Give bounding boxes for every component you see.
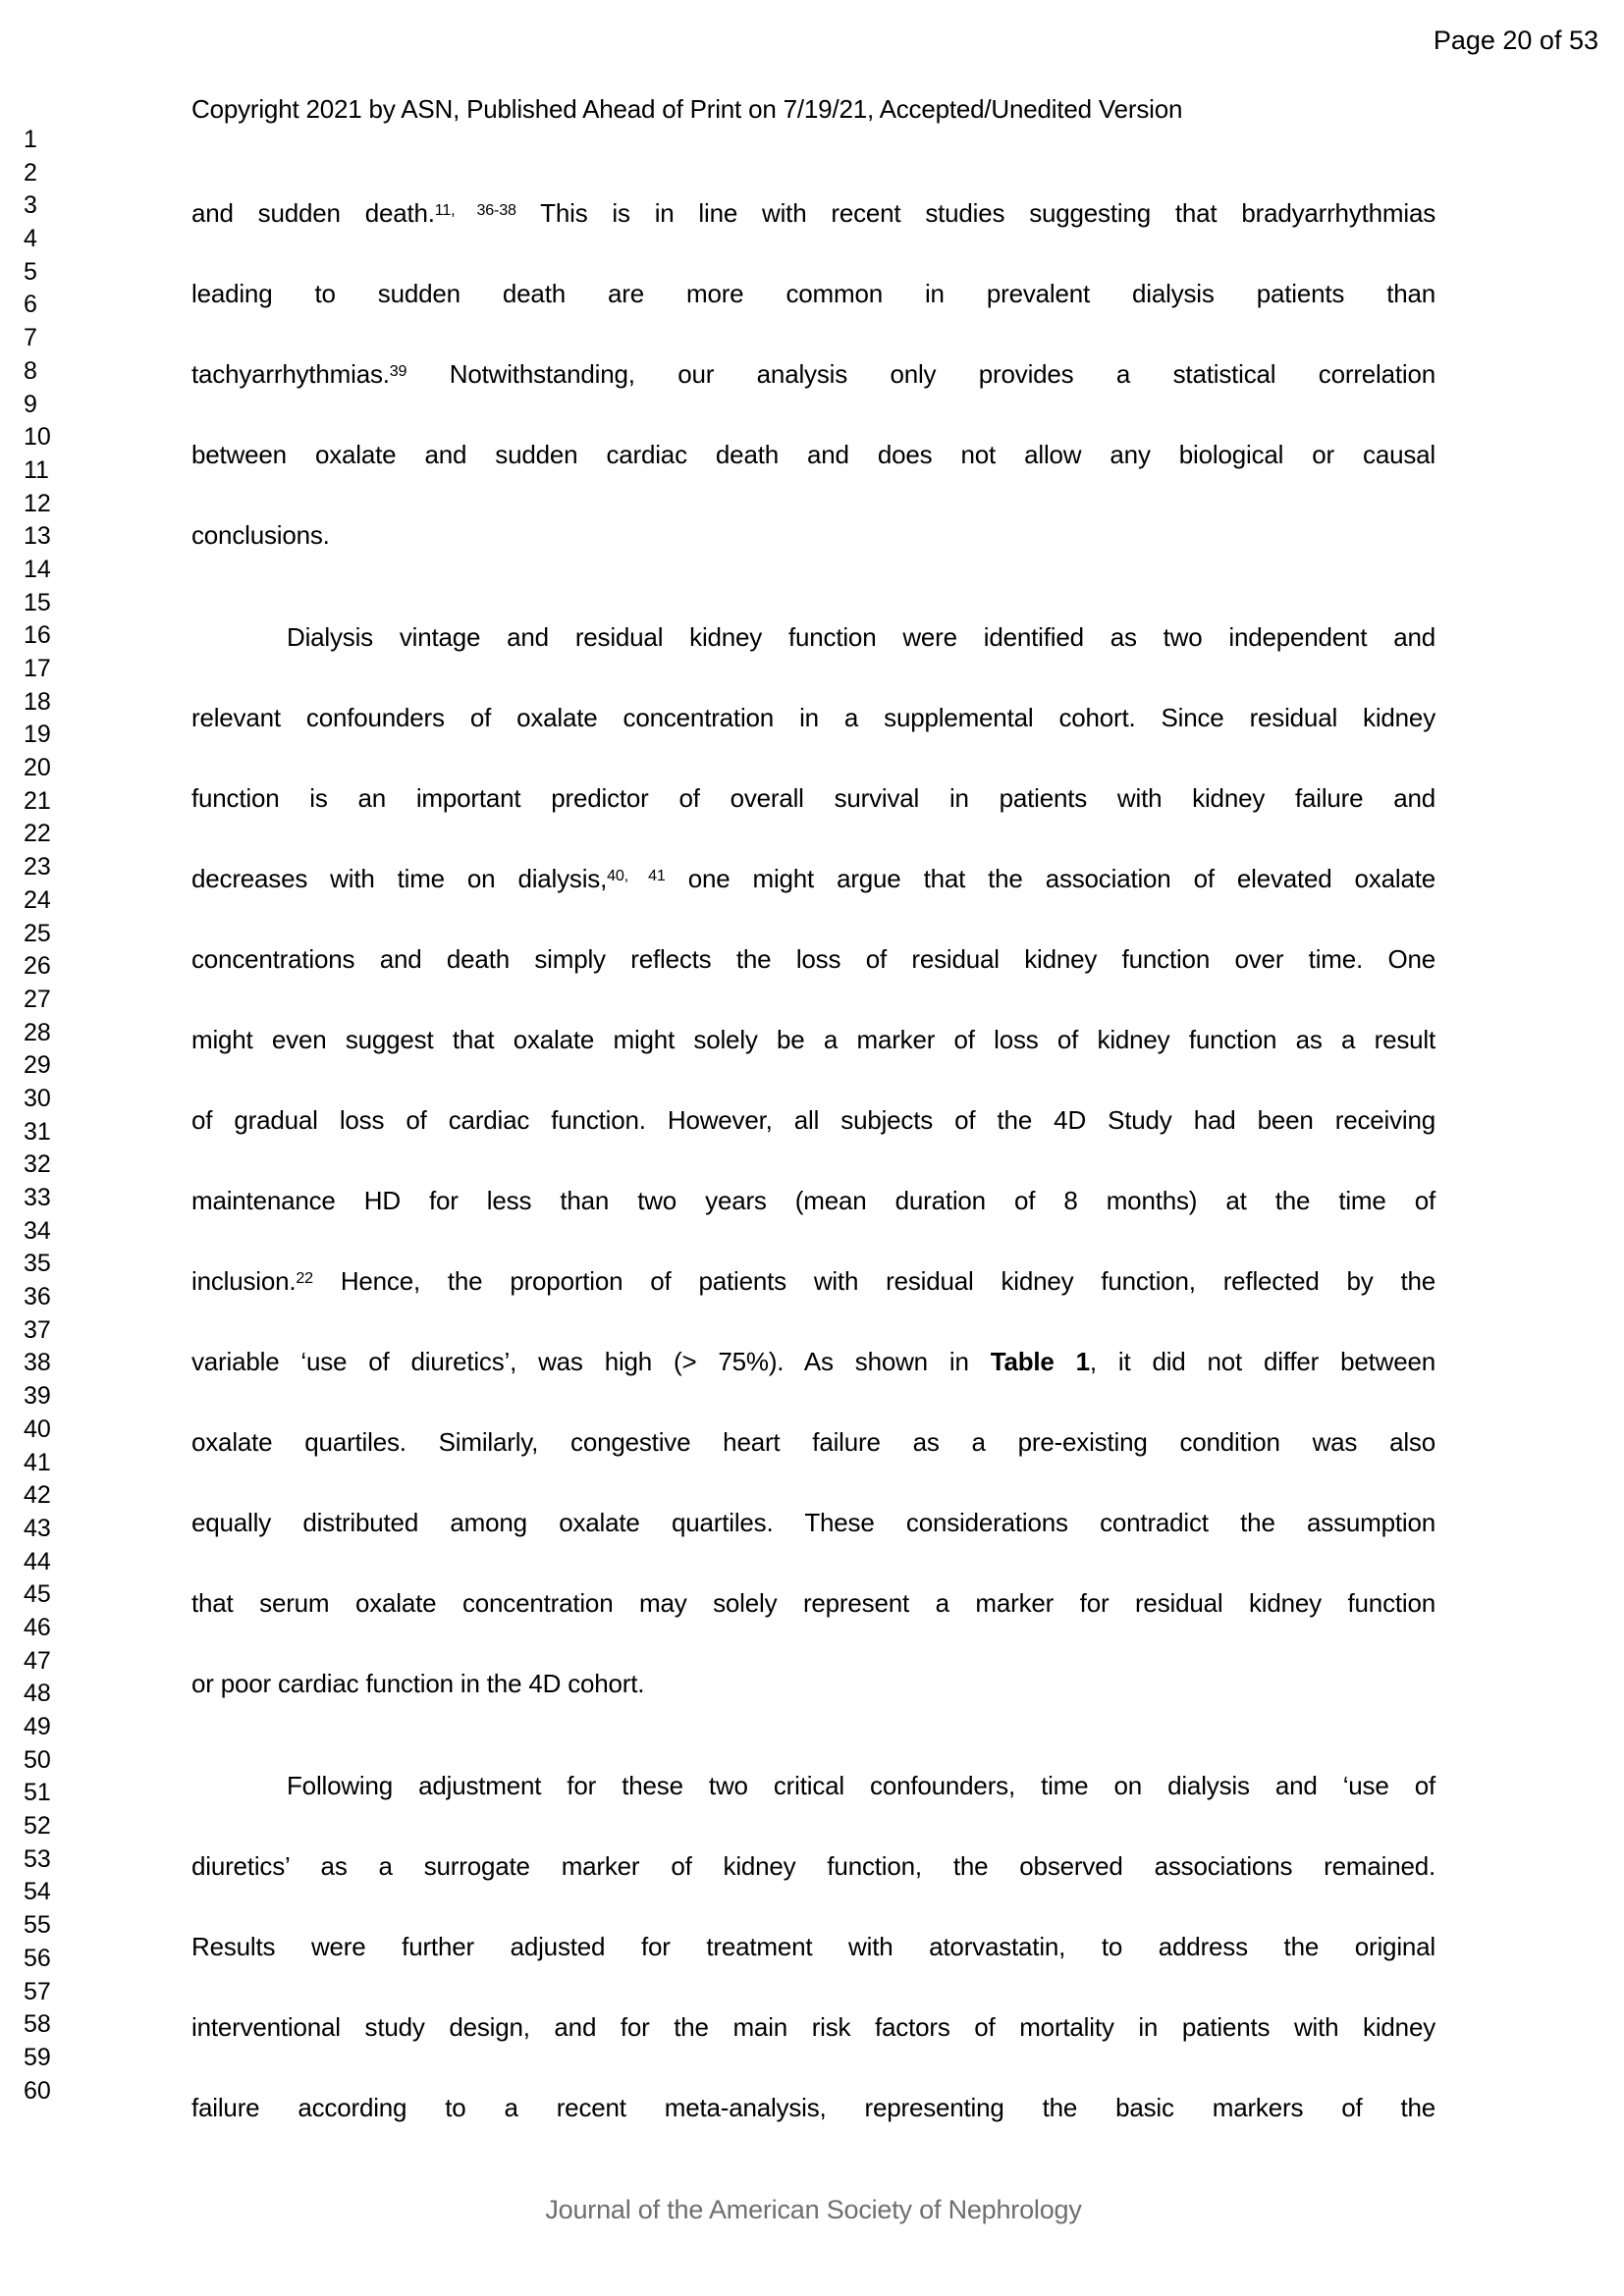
margin-line-number: 59: [24, 2043, 51, 2071]
margin-line-number: 25: [24, 919, 51, 947]
text-run: This is in line with recent studies suggesting that bradyarrhythmias: [515, 198, 1435, 228]
text-run: that serum oxalate concentration may solely represent a marker for residual kidney function: [191, 1588, 1435, 1618]
margin-line-number: 43: [24, 1514, 51, 1542]
text-run: tachyarrhythmias.: [191, 359, 390, 389]
paragraph: [191, 173, 1435, 575]
margin-line-number: 1: [24, 126, 37, 153]
margin-line-number: 28: [24, 1018, 51, 1046]
margin-line-number: 29: [24, 1051, 51, 1080]
body-line: [191, 1482, 1435, 1563]
margin-line-number: 30: [24, 1084, 51, 1112]
margin-line-number: 8: [24, 356, 37, 385]
body-line: [191, 1241, 1435, 1321]
margin-line-number: 32: [24, 1150, 51, 1179]
body-line: [191, 1906, 1435, 1987]
margin-line-number: 3: [24, 191, 37, 220]
body-line: [191, 253, 1435, 334]
journal-footer: Journal of the American Society of Nephrology: [545, 2195, 1082, 2224]
citation-superscript: 11, 36-38: [434, 200, 516, 219]
text-run: one might argue that the association of elevated oxalate: [665, 864, 1436, 893]
citation-superscript: 39: [389, 361, 407, 380]
margin-line-number: 21: [24, 786, 51, 815]
text-run: Following adjustment for these two critical confounders, time on dialysis and ‘use of: [287, 1771, 1435, 1800]
body-line: [191, 2067, 1435, 2148]
margin-line-number: 10: [24, 423, 51, 452]
margin-line-number: 27: [24, 985, 51, 1013]
text-run: concentrations and death simply reflects the loss of residual kidney function over time. One: [191, 944, 1435, 974]
body-line: [191, 1643, 1435, 1724]
margin-line-number: 48: [24, 1680, 51, 1708]
margin-line-number: 57: [24, 1977, 51, 2005]
margin-line-number: 38: [24, 1349, 51, 1377]
margin-line-number: 55: [24, 1911, 51, 1940]
margin-line-number: 53: [24, 1844, 51, 1873]
body-line: [191, 1402, 1435, 1482]
margin-line-number: 47: [24, 1646, 51, 1675]
text-run: leading to sudden death are more common in prevalent dialysis patients than: [191, 279, 1435, 308]
margin-line-number: 9: [24, 390, 37, 418]
margin-line-number: 39: [24, 1382, 51, 1411]
text-run: Results were further adjusted for treatment with atorvastatin, to address the original: [191, 1932, 1435, 1961]
citation-superscript: 22: [296, 1268, 313, 1287]
text-run: or poor cardiac function in the 4D cohort.: [191, 1669, 645, 1698]
margin-line-number: 12: [24, 489, 51, 517]
page-indicator: Page 20 of 53: [1433, 26, 1598, 55]
margin-line-number: 49: [24, 1713, 51, 1740]
margin-line-number: 19: [24, 721, 51, 749]
body-line: [191, 495, 1435, 575]
margin-line-number: 14: [24, 555, 51, 583]
body-text: [191, 173, 1435, 2148]
margin-line-number: 37: [24, 1315, 51, 1344]
margin-line-number: 11: [24, 455, 49, 484]
body-line: [191, 1160, 1435, 1241]
margin-line-number: 22: [24, 820, 51, 848]
margin-line-number: 56: [24, 1944, 51, 1972]
margin-line-number: 18: [24, 687, 51, 716]
body-line: [191, 1563, 1435, 1643]
body-line: [191, 838, 1435, 919]
margin-line-numbers: [24, 124, 51, 2108]
paragraph: [191, 597, 1435, 1724]
margin-line-number: 36: [24, 1283, 51, 1311]
margin-line-number: 58: [24, 2010, 51, 2039]
margin-line-number: 31: [24, 1117, 51, 1146]
margin-line-number: 44: [24, 1547, 51, 1575]
margin-line-number: 46: [24, 1613, 51, 1641]
margin-line-number: 41: [24, 1448, 51, 1476]
margin-line-number: 50: [24, 1745, 51, 1774]
citation-superscript: 40, 41: [607, 866, 666, 884]
margin-line-number: 7: [24, 324, 37, 352]
text-run: might even suggest that oxalate might solely be a marker of loss of kidney function as a result: [191, 1025, 1435, 1054]
text-run: Hence, the proportion of patients with residual kidney function, reflected by the: [312, 1266, 1435, 1296]
margin-line-number: 6: [24, 291, 37, 319]
margin-line-number: 20: [24, 754, 51, 782]
text-run: decreases with time on dialysis,: [191, 864, 608, 893]
margin-line-number: 60: [24, 2076, 51, 2105]
margin-line-number: 35: [24, 1250, 51, 1278]
body-line: [191, 1745, 1435, 1826]
margin-line-number: 5: [24, 257, 37, 286]
margin-line-number: 40: [24, 1415, 51, 1443]
body-line: [191, 334, 1435, 414]
margin-line-number: 23: [24, 853, 51, 881]
text-run: between oxalate and sudden cardiac death and does not allow any biological or causal: [191, 440, 1435, 469]
margin-line-number: 45: [24, 1580, 51, 1609]
margin-line-number: 17: [24, 655, 51, 682]
body-line: [191, 999, 1435, 1080]
margin-line-number: 26: [24, 952, 51, 981]
text-run: of gradual loss of cardiac function. However, all subjects of the 4D Study had been receiving: [191, 1105, 1435, 1135]
text-run: Dialysis vintage and residual kidney function were identified as two independent and: [287, 622, 1435, 652]
text-run: diuretics’ as a surrogate marker of kidney function, the observed associations remained.: [191, 1851, 1435, 1881]
text-run: Notwithstanding, our analysis only provides a statistical correlation: [406, 359, 1435, 389]
body-line: [191, 1826, 1435, 1906]
body-line: [191, 1987, 1435, 2067]
body-line: [191, 677, 1435, 758]
text-run: failure according to a recent meta-analysis, representing the basic markers of the: [191, 2093, 1435, 2122]
bold-text: Table 1: [990, 1347, 1090, 1376]
text-run: variable ‘use of diuretics’, was high (> 75%). As shown in: [191, 1347, 991, 1376]
body-line: [191, 173, 1435, 253]
text-run: function is an important predictor of overall survival in patients with kidney failure and: [191, 783, 1435, 813]
body-line: [191, 597, 1435, 677]
margin-line-number: 51: [24, 1779, 51, 1807]
margin-line-number: 34: [24, 1216, 51, 1245]
margin-line-number: 15: [24, 588, 51, 616]
margin-line-number: 33: [24, 1184, 51, 1211]
body-line: [191, 758, 1435, 838]
body-line: [191, 1321, 1435, 1402]
text-run: oxalate quartiles. Similarly, congestive heart failure as a pre-existing condition was also: [191, 1427, 1435, 1457]
body-line: [191, 919, 1435, 999]
text-run: , it did not differ between: [1089, 1347, 1435, 1376]
text-run: maintenance HD for less than two years (mean duration of 8 months) at the time of: [191, 1186, 1435, 1215]
margin-line-number: 24: [24, 885, 51, 914]
paragraph: [191, 1745, 1435, 2148]
margin-line-number: 54: [24, 1878, 51, 1906]
text-run: interventional study design, and for the main risk factors of mortality in patients with kidney: [191, 2012, 1435, 2042]
margin-line-number: 42: [24, 1481, 51, 1510]
text-run: and sudden death.: [191, 198, 435, 228]
text-run: relevant confounders of oxalate concentration in a supplemental cohort. Since residual kidney: [191, 703, 1435, 732]
body-line: [191, 414, 1435, 495]
text-run: conclusions.: [191, 520, 330, 550]
text-run: inclusion.: [191, 1266, 297, 1296]
copyright-header: Copyright 2021 by ASN, Published Ahead of Print on 7/19/21, Accepted/Unedited Version: [191, 94, 1183, 124]
text-run: equally distributed among oxalate quartiles. These considerations contradict the assumption: [191, 1508, 1435, 1537]
margin-line-number: 13: [24, 522, 51, 551]
margin-line-number: 16: [24, 621, 51, 650]
body-line: [191, 1080, 1435, 1160]
margin-line-number: 2: [24, 158, 37, 187]
margin-line-number: 4: [24, 225, 37, 253]
margin-line-number: 52: [24, 1812, 51, 1841]
